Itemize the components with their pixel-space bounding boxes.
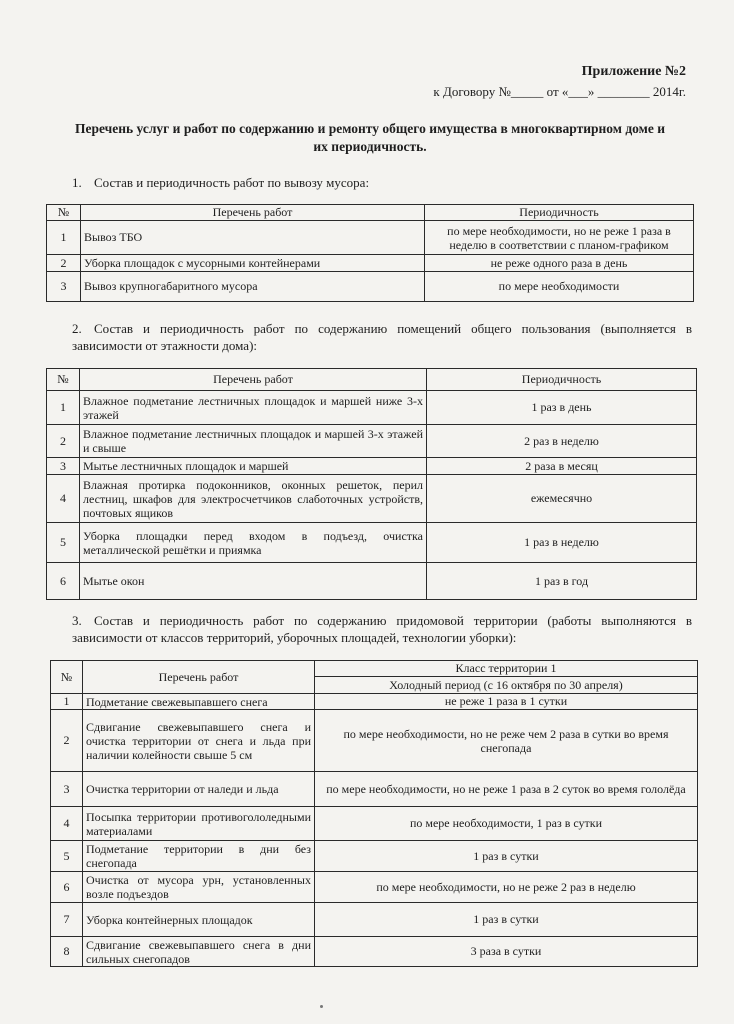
row-period: по мере необходимости, но не реже 1 раза в 2 суток во время гололёда (315, 772, 698, 807)
section-3-number: 3. (72, 613, 82, 628)
row-work: Посыпка территории противогололедными материалами (83, 807, 315, 841)
col-header-number: № (47, 205, 81, 221)
common-areas-table (46, 368, 697, 600)
row-period: по мере необходимости, 1 раз в сутки (315, 807, 698, 841)
table-header-row (47, 369, 697, 391)
section-1-title-text: Состав и периодичность работ по вывозу мусора: (94, 175, 370, 190)
row-work: Вывоз крупногабаритного мусора (81, 272, 425, 302)
row-work: Мытье окон (80, 563, 427, 600)
row-number: 3 (47, 458, 80, 475)
table-row (47, 475, 697, 523)
row-period: 1 раз в неделю (427, 523, 697, 563)
row-work: Подметание территории в дни без снегопада (83, 841, 315, 872)
table-row (47, 563, 697, 600)
row-number: 1 (47, 391, 80, 425)
row-period: 1 раз в сутки (315, 903, 698, 937)
row-number: 6 (47, 563, 80, 600)
row-period: 2 раз в неделю (427, 425, 697, 458)
table-row (51, 807, 698, 841)
row-number: 3 (47, 272, 81, 302)
row-period: по мере необходимости, но не реже чем 2 раза в сутки во время снегопада (315, 710, 698, 772)
col-header-territory-class: Класс территории 1 (315, 661, 698, 677)
row-period: по мере необходимости (425, 272, 694, 302)
row-work: Очистка территории от наледи и льда (83, 772, 315, 807)
table-row (47, 221, 694, 255)
col-header-work: Перечень работ (80, 369, 427, 391)
table-row (47, 523, 697, 563)
row-work: Уборка площадок с мусорными контейнерами (81, 255, 425, 272)
table-header-row (47, 205, 694, 221)
row-period: 1 раз в год (427, 563, 697, 600)
document-title: Перечень услуг и работ по содержанию и ремонту общего имущества в многоквартирном доме и их периодичность. (74, 121, 666, 154)
table-row (51, 903, 698, 937)
section-2-title (72, 320, 692, 354)
table-header-row (51, 661, 698, 677)
row-period: 3 раза в сутки (315, 937, 698, 967)
row-period: 1 раз в сутки (315, 841, 698, 872)
table-row (47, 391, 697, 425)
row-number: 2 (47, 255, 81, 272)
row-work: Мытье лестничных площадок и маршей (80, 458, 427, 475)
row-period: ежемесячно (427, 475, 697, 523)
row-work: Влажное подметание лестничных площадок и маршей ниже 3-х этажей (80, 391, 427, 425)
row-number: 1 (51, 694, 83, 710)
table-row (47, 272, 694, 302)
row-number: 5 (47, 523, 80, 563)
table-row (47, 255, 694, 272)
row-period: по мере необходимости, но не реже 1 раза в неделю в соответствии с планом-графиком (425, 221, 694, 255)
table-row (51, 694, 698, 710)
row-number: 4 (47, 475, 80, 523)
row-work: Уборка площадки перед входом в подъезд, очистка металлической решётки и приямка (80, 523, 427, 563)
row-work: Влажная протирка подоконников, оконных решеток, перил лестниц, шкафов для электросчетчиков слаботочных устройств, почтовых ящиков (80, 475, 427, 523)
table-row (51, 772, 698, 807)
section-1-number: 1. (72, 175, 82, 190)
row-work: Вывоз ТБО (81, 221, 425, 255)
row-work: Влажное подметание лестничных площадок и маршей 3-х этажей и свыше (80, 425, 427, 458)
row-work: Уборка контейнерных площадок (83, 903, 315, 937)
row-number: 2 (47, 425, 80, 458)
table-row (51, 841, 698, 872)
yard-territory-table (50, 660, 698, 967)
table-row (51, 937, 698, 967)
section-1-title (72, 174, 692, 191)
col-header-number: № (47, 369, 80, 391)
table-row (51, 710, 698, 772)
section-3-title (72, 612, 692, 646)
row-work: Подметание свежевыпавшего снега (83, 694, 315, 710)
row-number: 3 (51, 772, 83, 807)
row-number: 2 (51, 710, 83, 772)
appendix-label: Приложение №2 (581, 64, 686, 79)
garbage-removal-table (46, 204, 694, 302)
section-2-title-text: Состав и периодичность работ по содержанию помещений общего пользования (выполняется в зависимости от этажности дома): (72, 321, 692, 353)
row-number: 7 (51, 903, 83, 937)
row-number: 6 (51, 872, 83, 903)
row-work: Очистка от мусора урн, установленных возле подъездов (83, 872, 315, 903)
row-number: 4 (51, 807, 83, 841)
section-3-title-text: Состав и периодичность работ по содержанию придомовой территории (работы выполняются в зависимости от классов территорий, уборочных площадей, технологии уборки): (72, 613, 692, 645)
col-header-period: Периодичность (425, 205, 694, 221)
contract-reference: к Договору №_____ от «___» ________ 2014г. (433, 84, 686, 99)
col-header-work: Перечень работ (83, 661, 315, 694)
row-number: 8 (51, 937, 83, 967)
row-work: Сдвигание свежевыпавшего снега и очистка территории от снега и льда при наличии колейности свыше 5 см (83, 710, 315, 772)
table-row (47, 425, 697, 458)
col-header-number: № (51, 661, 83, 694)
row-period: 1 раз в день (427, 391, 697, 425)
row-period: не реже одного раза в день (425, 255, 694, 272)
col-header-period: Периодичность (427, 369, 697, 391)
row-period: 2 раза в месяц (427, 458, 697, 475)
col-header-work: Перечень работ (81, 205, 425, 221)
section-2-number: 2. (72, 321, 82, 336)
row-period: не реже 1 раза в 1 сутки (315, 694, 698, 710)
row-work: Сдвигание свежевыпавшего снега в дни сильных снегопадов (83, 937, 315, 967)
table-row (47, 458, 697, 475)
col-header-cold-period: Холодный период (с 16 октября по 30 апреля) (315, 677, 698, 694)
row-period: по мере необходимости, но не реже 2 раз в неделю (315, 872, 698, 903)
scan-speck (320, 1005, 323, 1008)
row-number: 5 (51, 841, 83, 872)
row-number: 1 (47, 221, 81, 255)
table-row (51, 872, 698, 903)
